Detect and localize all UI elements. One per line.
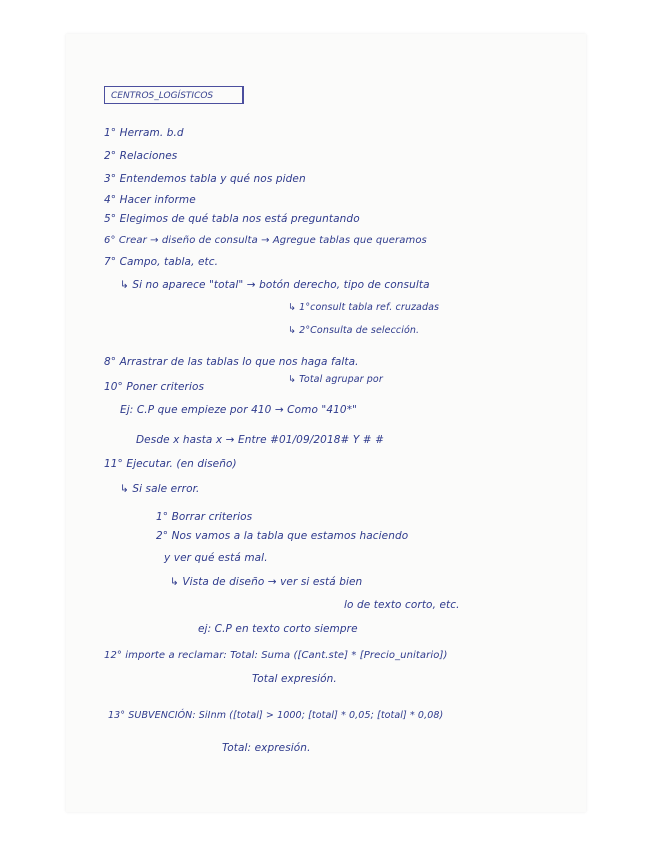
note-line: 11° Ejecutar. (en diseño) bbox=[104, 458, 237, 470]
note-line: 2° Relaciones bbox=[104, 150, 178, 162]
note-line: 5° Elegimos de qué tabla nos está preguntando bbox=[104, 213, 360, 225]
notebook-page bbox=[66, 34, 586, 812]
note-line: 6° Crear → diseño de consulta → Agregue tablas que queramos bbox=[104, 235, 427, 246]
note-line: ↳ Total agrupar por bbox=[288, 374, 383, 385]
note-line: ↳ Si no aparece "total" → botón derecho, tipo de consulta bbox=[120, 279, 430, 291]
page-title: CENTROS_LOGÍSTICOS bbox=[104, 86, 244, 104]
note-line: 7° Campo, tabla, etc. bbox=[104, 256, 219, 268]
note-line: 10° Poner criterios bbox=[104, 381, 205, 393]
note-line: 13° SUBVENCIÓN: SiInm ([total] > 1000; [total] * 0,05; [total] * 0,08) bbox=[108, 710, 444, 721]
note-line: 1° Herram. b.d bbox=[104, 127, 184, 139]
note-line: 1° Borrar criterios bbox=[156, 511, 253, 523]
note-line: 3° Entendemos tabla y qué nos piden bbox=[104, 173, 306, 185]
note-line: Ej: C.P que empieze por 410 → Como "410*" bbox=[120, 404, 357, 416]
note-line: Total expresión. bbox=[252, 673, 337, 685]
note-line: ↳ Vista de diseño → ver si está bien bbox=[170, 576, 363, 588]
note-line: ↳ Si sale error. bbox=[120, 483, 200, 495]
note-line: ↳ 2°Consulta de selección. bbox=[288, 325, 420, 336]
note-line: ↳ 1°consult tabla ref. cruzadas bbox=[288, 302, 440, 313]
note-line: 2° Nos vamos a la tabla que estamos haciendo bbox=[156, 530, 409, 542]
note-line: Total: expresión. bbox=[222, 742, 311, 754]
note-line: lo de texto corto, etc. bbox=[344, 599, 460, 611]
note-line: Desde x hasta x → Entre #01/09/2018# Y # # bbox=[136, 434, 385, 446]
note-line: 4° Hacer informe bbox=[104, 194, 196, 206]
note-line: 12° importe a reclamar: Total: Suma ([Cant.ste] * [Precio_unitario]) bbox=[104, 650, 448, 661]
note-line: 8° Arrastrar de las tablas lo que nos haga falta. bbox=[104, 356, 359, 368]
note-line: y ver qué está mal. bbox=[164, 552, 268, 564]
note-line: ej: C.P en texto corto siempre bbox=[198, 623, 358, 635]
